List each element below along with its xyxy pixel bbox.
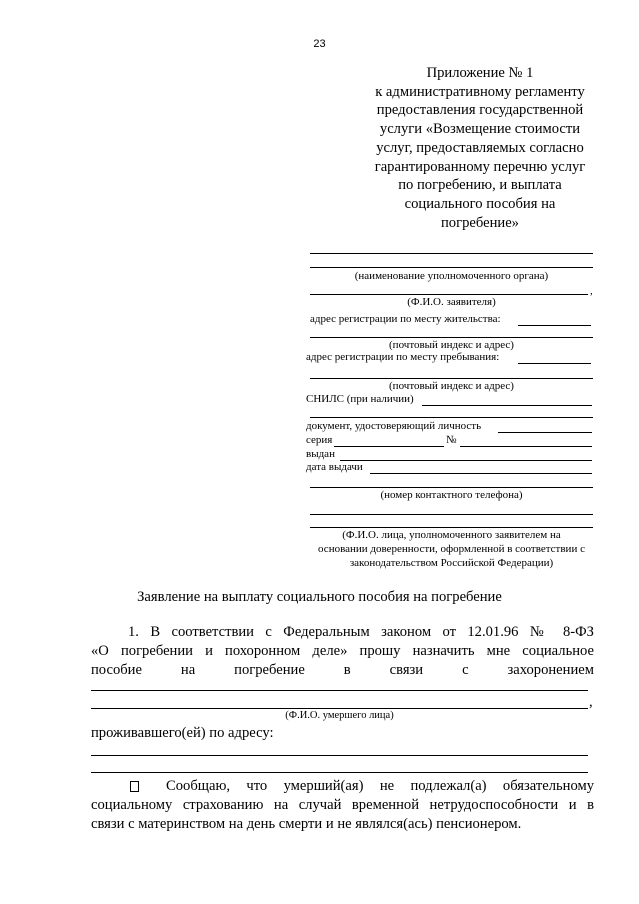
proxy-caption-line-2: основании доверенности, оформленной в соответствии с (318, 543, 585, 555)
issued-label: выдан (306, 448, 335, 460)
appendix-line: предоставления государственной (376, 102, 584, 119)
proxy-caption-line-1: (Ф.И.О. лица, уполномоченного заявителем на (342, 529, 561, 541)
id-doc-label: документ, удостоверяющий личность (306, 420, 482, 432)
applicant-caption: (Ф.И.О. заявителя) (407, 296, 496, 308)
issue-date-field[interactable] (370, 473, 592, 474)
deceased-name-field-1[interactable] (91, 690, 588, 691)
organ-caption: (наименование уполномоченного органа) (354, 270, 549, 282)
p1-line-1: 1. В соответствии с Федеральным законом от 12.01.96 № 8-ФЗ (128, 624, 594, 640)
postal-caption-1: (почтовый индекс и адрес) (389, 339, 514, 351)
appendix-line: по погребению, и выплата (398, 177, 562, 194)
deceased-name-field-2[interactable] (91, 708, 588, 709)
stay-field-inline[interactable] (518, 363, 591, 364)
organ-field-line-2[interactable] (310, 267, 593, 268)
p1-line-2: «О погребении и похоронном деле» прошу назначить мне социальное (91, 643, 594, 659)
residence-field-inline[interactable] (518, 325, 591, 326)
stay-label: адрес регистрации по месту пребывания: (306, 351, 500, 363)
page-number: 23 (313, 38, 326, 50)
postal-caption-2: (почтовый индекс и адрес) (389, 380, 514, 392)
number-field[interactable] (460, 446, 592, 447)
p1-line-3: пособие на погребение в связи с захоронением (91, 662, 594, 678)
statement-title: Заявление на выплату социального пособия на погребение (137, 589, 502, 605)
proxy-field-2[interactable] (310, 527, 593, 528)
residence-label: адрес регистрации по месту жительства: (310, 313, 501, 325)
organ-field-line-1[interactable] (310, 253, 593, 254)
snils-field[interactable] (422, 405, 592, 406)
deceased-comma: , (589, 694, 593, 710)
issued-field[interactable] (340, 460, 592, 461)
address-field-1[interactable] (91, 755, 588, 756)
phone-caption: (номер контактного телефона) (380, 489, 523, 501)
appendix-heading (360, 64, 600, 232)
proxy-caption-line-3: законодательством Российской Федерации) (349, 557, 554, 569)
id-doc-field[interactable] (498, 432, 592, 433)
appendix-line: погребение» (441, 214, 519, 231)
snils-label: СНИЛС (при наличии) (306, 393, 414, 405)
appendix-line: к административному регламенту (375, 83, 585, 100)
appendix-line: социального пособия на (404, 195, 556, 212)
proxy-field-1[interactable] (310, 514, 593, 515)
appendix-line: Приложение № 1 (426, 65, 534, 81)
appendix-line: гарантированному перечню услуг (374, 158, 586, 175)
appendix-line: услуг, предоставляемых согласно (376, 139, 584, 156)
check-line-3: связи с материнством на день смерти и не являлся(ась) пенсионером. (91, 816, 522, 832)
applicant-name-field[interactable] (310, 294, 588, 295)
pensioner-checkbox[interactable] (130, 781, 139, 792)
address-field-2[interactable] (91, 772, 588, 773)
issue-date-label: дата выдачи (306, 461, 363, 473)
series-field[interactable] (334, 446, 444, 447)
residence-field[interactable] (310, 337, 593, 338)
phone-field[interactable] (310, 487, 593, 488)
number-label: № (446, 434, 457, 446)
deceased-caption: (Ф.И.О. умершего лица) (285, 710, 394, 721)
snils-field-2[interactable] (310, 417, 593, 418)
series-label: серия (306, 434, 333, 446)
applicant-comma: , (590, 285, 593, 297)
stay-field[interactable] (310, 378, 593, 379)
address-label: проживавшего(ей) по адресу: (91, 725, 274, 741)
check-line-1: Сообщаю, что умерший(ая) не подлежал(а) обязательному (166, 778, 594, 794)
appendix-line: услуги «Возмещение стоимости (379, 121, 581, 138)
check-line-2: социальному страхованию на случай временной нетрудоспособности и в (91, 797, 594, 813)
